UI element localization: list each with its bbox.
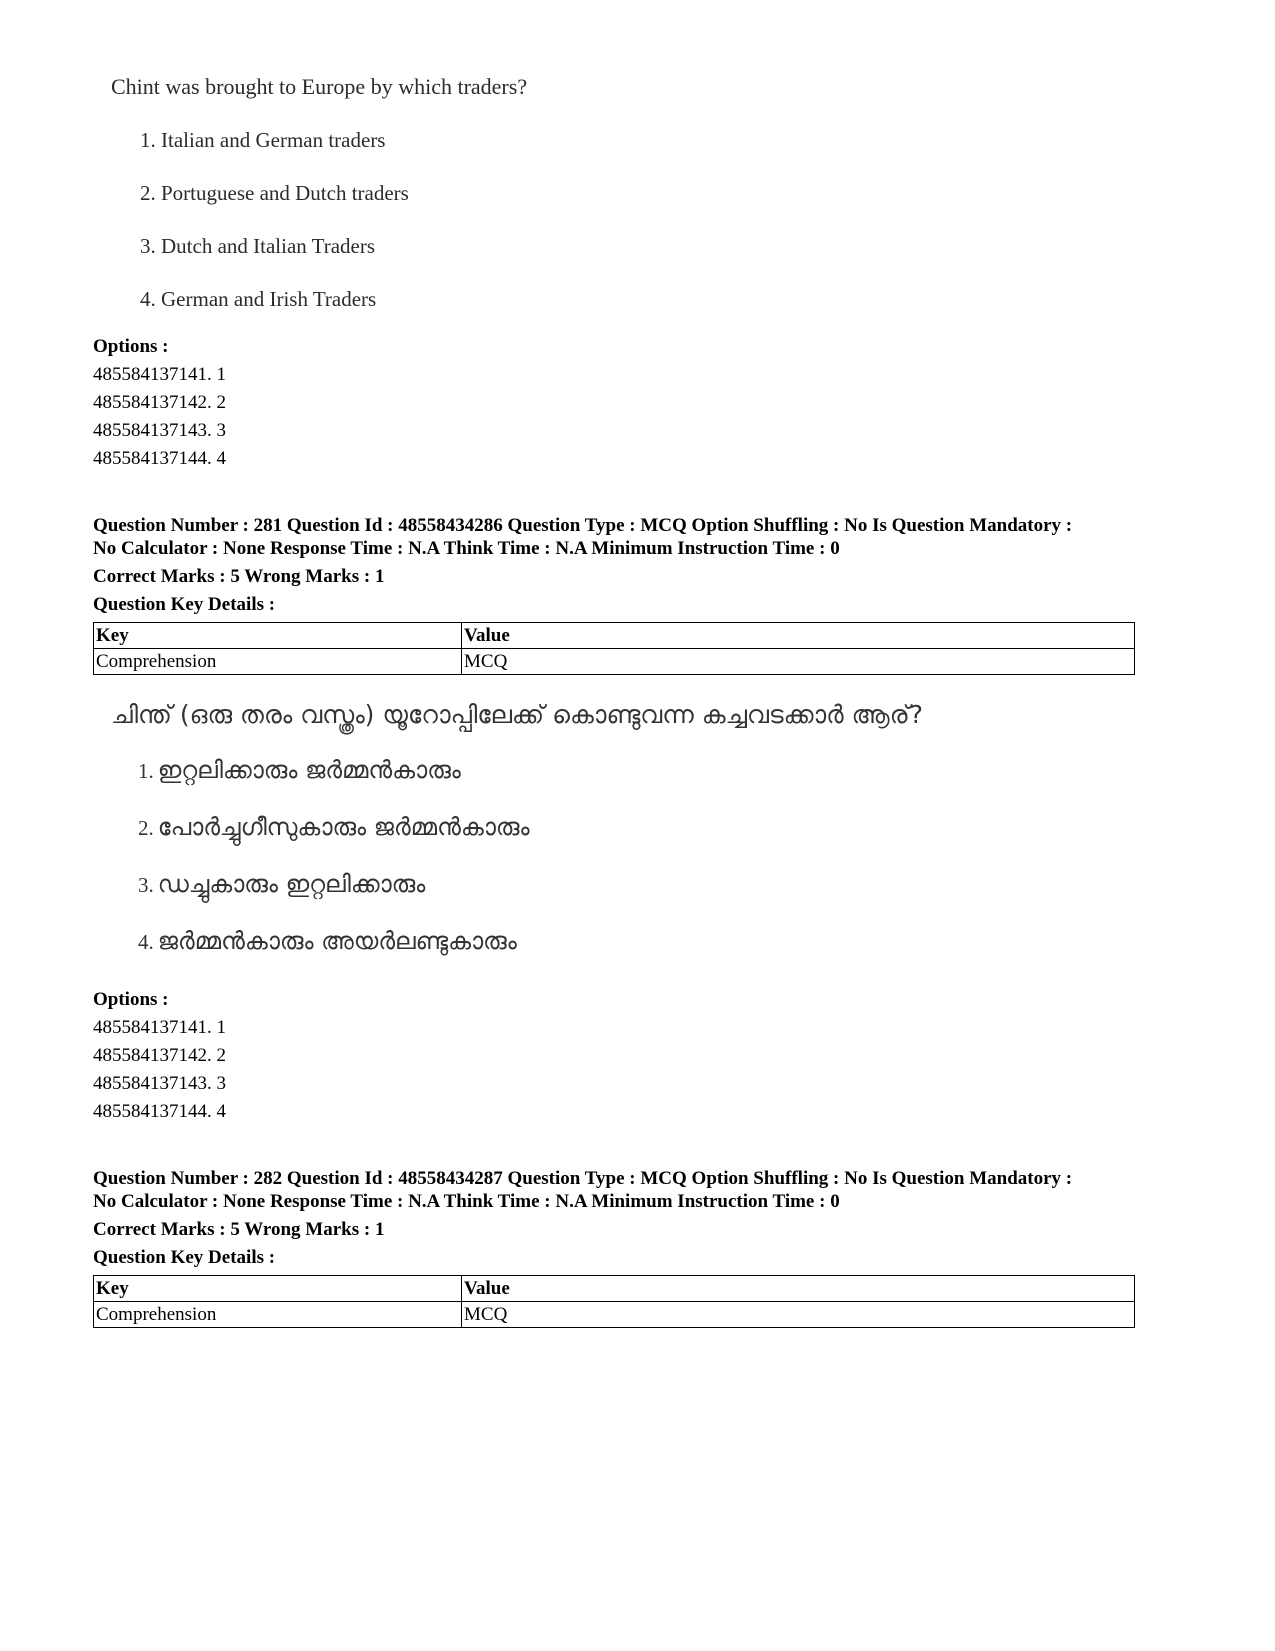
question-text: Chint was brought to Europe by which traders? bbox=[111, 74, 528, 99]
choice-2: 2. Portuguese and Dutch traders bbox=[140, 181, 409, 205]
choice-number: 1. bbox=[138, 759, 154, 783]
choice-text: പോർച്ചുഗീസുകാരും ജർമ്മൻകാരും bbox=[157, 813, 530, 841]
table-cell-key: Comprehension bbox=[94, 649, 462, 675]
table-header-value: Value bbox=[462, 623, 1135, 649]
question-meta-line-2: No Calculator : None Response Time : N.A Think Time : N.A Minimum Instruction Time : 0 bbox=[93, 538, 840, 559]
choice-1 bbox=[138, 756, 461, 784]
table-cell-value: MCQ bbox=[462, 1302, 1135, 1328]
choice-3: 3. Dutch and Italian Traders bbox=[140, 234, 376, 258]
table-row bbox=[94, 1302, 1135, 1328]
question-key-table bbox=[93, 1275, 1135, 1328]
table-header-row bbox=[94, 1276, 1135, 1302]
table-cell-key: Comprehension bbox=[94, 1302, 462, 1328]
table-header-key: Key bbox=[94, 623, 462, 649]
key-details-label: Question Key Details : bbox=[93, 594, 276, 615]
options-label: Options : bbox=[93, 336, 169, 357]
option-1: 485584137141. 1 bbox=[93, 1017, 226, 1038]
table-header-row bbox=[94, 623, 1135, 649]
table-cell-value: MCQ bbox=[462, 649, 1135, 675]
question-meta-line-1: Question Number : 281 Question Id : 48558434286 Question Type : MCQ Option Shuffling : No Is Question Mandatory : bbox=[93, 515, 1073, 536]
table-header-key: Key bbox=[94, 1276, 462, 1302]
option-3: 485584137143. 3 bbox=[93, 420, 226, 441]
question-meta-line-1: Question Number : 282 Question Id : 48558434287 Question Type : MCQ Option Shuffling : No Is Question Mandatory : bbox=[93, 1168, 1073, 1189]
option-2: 485584137142. 2 bbox=[93, 1045, 226, 1066]
choice-2 bbox=[138, 813, 530, 841]
option-3: 485584137143. 3 bbox=[93, 1073, 226, 1094]
table-header-value: Value bbox=[462, 1276, 1135, 1302]
question-meta-line-2: No Calculator : None Response Time : N.A Think Time : N.A Minimum Instruction Time : 0 bbox=[93, 1191, 840, 1212]
choice-number: 2. bbox=[138, 816, 154, 840]
options-label: Options : bbox=[93, 989, 169, 1010]
table-row bbox=[94, 649, 1135, 675]
choice-4 bbox=[138, 927, 517, 955]
marks-line: Correct Marks : 5 Wrong Marks : 1 bbox=[93, 566, 385, 587]
option-1: 485584137141. 1 bbox=[93, 364, 226, 385]
choice-1: 1. Italian and German traders bbox=[140, 128, 386, 152]
option-4: 485584137144. 4 bbox=[93, 1101, 226, 1122]
choice-text: ഇറ്റലിക്കാരും ജർമ്മൻകാരും bbox=[157, 756, 461, 784]
choice-text: ജർമ്മൻകാരും അയർലണ്ടുകാരും bbox=[157, 927, 517, 955]
question-text: ചിന്ത് (ഒരു തരം വസ്ത്രം) യൂറോപ്പിലേക്ക് കൊണ്ടുവന്ന കച്ചവടക്കാർ ആര്? bbox=[111, 700, 924, 729]
choice-number: 4. bbox=[138, 930, 154, 954]
option-2: 485584137142. 2 bbox=[93, 392, 226, 413]
choice-text: ഡച്ചുകാരും ഇറ്റലിക്കാരും bbox=[157, 870, 426, 898]
marks-line: Correct Marks : 5 Wrong Marks : 1 bbox=[93, 1219, 385, 1240]
question-key-table bbox=[93, 622, 1135, 675]
choice-4: 4. German and Irish Traders bbox=[140, 287, 377, 311]
option-4: 485584137144. 4 bbox=[93, 448, 226, 469]
choice-number: 3. bbox=[138, 873, 154, 897]
key-details-label: Question Key Details : bbox=[93, 1247, 276, 1268]
choice-3 bbox=[138, 870, 425, 898]
